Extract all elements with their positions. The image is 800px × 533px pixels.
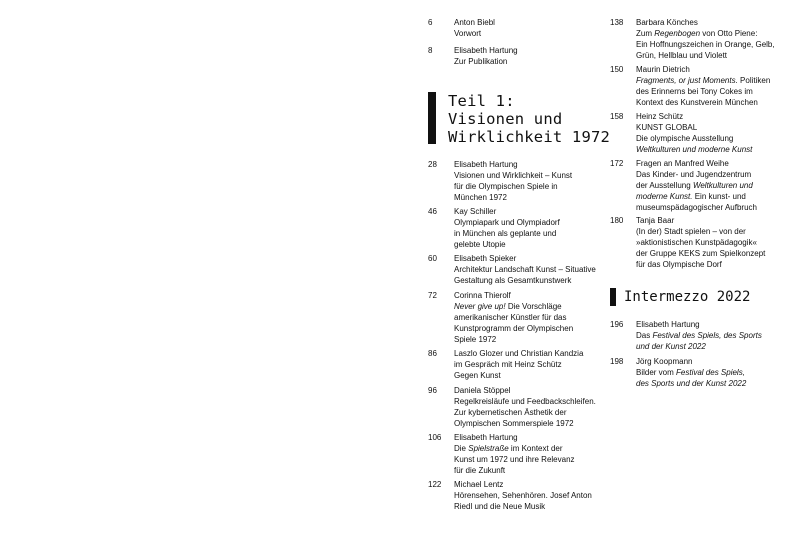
page-number: 196 — [610, 320, 624, 329]
entry-title-line: für das Olympische Dorf — [636, 260, 722, 269]
entry-author: Elisabeth Hartung — [636, 320, 700, 329]
entry-title-line: Kontext des Kunstverein München — [636, 98, 758, 107]
entry-title-line: des Sports und der Kunst 2022 — [636, 379, 747, 388]
entry-title-line: Olympischen Sommerspiele 1972 — [454, 419, 574, 428]
entry-author: Tanja Baar — [636, 216, 675, 225]
page-number: 158 — [610, 112, 624, 121]
entry-author: Jörg Koopmann — [636, 357, 693, 366]
entry-title-line: (In der) Stadt spielen – von der — [636, 227, 746, 236]
entry-title-line: für die Olympischen Spiele in — [454, 182, 558, 191]
intermezzo-heading-text: Intermezzo 2022 — [624, 289, 751, 305]
page-number: 150 — [610, 65, 624, 74]
entry-title-line: amerikanischer Künstler für das — [454, 313, 567, 322]
entry-title-line: Die olympische Ausstellung — [636, 134, 734, 143]
entry-author: Kay Schiller — [454, 207, 497, 216]
heading-bar — [610, 288, 616, 306]
entry-title-line: Gegen Kunst — [454, 371, 501, 380]
entry-title-line: Spiele 1972 — [454, 335, 497, 344]
entry-author: Heinz Schütz — [636, 112, 684, 121]
entry-title-line: Ein Hoffnungszeichen in Orange, Gelb, — [636, 40, 775, 49]
entry-title-line: Gestaltung als Gesamtkunstwerk — [454, 276, 572, 285]
entry-author: Maurin Dietrich — [636, 65, 690, 74]
entry-title-line: Das Kinder- und Jugendzentrum — [636, 170, 752, 179]
entry-title-line: Das Festival des Spiels, des Sports — [636, 331, 762, 340]
entry-title-line: Die Spielstraße im Kontext der — [454, 444, 563, 453]
entry-title-line: Never give up! Die Vorschläge — [454, 302, 562, 311]
heading-bar — [428, 92, 436, 144]
entry-author: Barbara Könches — [636, 18, 698, 27]
page-number: 96 — [428, 386, 437, 395]
entry-title-line: »aktionistischen Kunstpädagogik« — [636, 238, 757, 247]
page-number: 86 — [428, 349, 437, 358]
entry-author: Corinna Thierolf — [454, 291, 511, 300]
entry-title-line: Zur kybernetischen Ästhetik der — [454, 408, 567, 417]
page-number: 28 — [428, 160, 437, 169]
entry-author: Fragen an Manfred Weihe — [636, 159, 729, 168]
entry-title-line: des Erinnerns bei Tony Cokes im — [636, 87, 753, 96]
entry-author: Elisabeth Hartung — [454, 160, 518, 169]
entry-title-line: Bilder vom Festival des Spiels, — [636, 368, 745, 377]
part-1-heading — [428, 92, 618, 144]
entry-title-line: KUNST GLOBAL — [636, 123, 698, 132]
entry-title-line: der Gruppe KEKS zum Spielkonzept — [636, 249, 766, 258]
entry-title-line: gelebte Utopie — [454, 240, 506, 249]
entry-author: Elisabeth Spieker — [454, 254, 517, 263]
entry-title-line: Architektur Landschaft Kunst – Situative — [454, 265, 596, 274]
entry-title-line: in München als geplante und — [454, 229, 557, 238]
entry-title-line: museumspädagogischer Aufbruch — [636, 203, 757, 212]
entry-title-line: Kunst um 1972 und ihre Relevanz — [454, 455, 575, 464]
heading-line: Wirklichkeit 1972 — [448, 128, 611, 146]
entry-title-line: moderne Kunst. Ein kunst- und — [636, 192, 746, 201]
page-number: 46 — [428, 207, 437, 216]
entry-title-line: München 1972 — [454, 193, 507, 202]
entry-title-line: Zum Regenbogen von Otto Piene: — [636, 29, 758, 38]
entry-title-line: für die Zukunft — [454, 466, 506, 475]
entry-title-line: Riedl und die Neue Musik — [454, 502, 546, 511]
entry-author: Elisabeth Hartung — [454, 46, 518, 55]
entry-author: Anton Biebl — [454, 18, 495, 27]
entry-title-line: Grün, Hellblau und Violett — [636, 51, 728, 60]
entry-title-line: im Gespräch mit Heinz Schütz — [454, 360, 562, 369]
entry-title-line: Regelkreisläufe und Feedbackschleifen. — [454, 397, 596, 406]
page-number: 60 — [428, 254, 437, 263]
entry-title-line: Zur Publikation — [454, 57, 508, 66]
entry-author: Michael Lentz — [454, 480, 504, 489]
entry-title-line: Kunstprogramm der Olympischen — [454, 324, 574, 333]
page-number: 138 — [610, 18, 624, 27]
entry-title-line: und der Kunst 2022 — [636, 342, 706, 351]
page-number: 122 — [428, 480, 442, 489]
heading-line: Visionen und — [448, 110, 563, 128]
intermezzo-heading — [610, 288, 800, 306]
entry-title-line: Fragments, or just Moments. Politiken — [636, 76, 771, 85]
page-number: 8 — [428, 46, 433, 55]
page-number: 72 — [428, 291, 437, 300]
page-number: 198 — [610, 357, 624, 366]
page-number: 6 — [428, 18, 433, 27]
entry-title-line: Vorwort — [454, 29, 482, 38]
heading-line: Teil 1: — [448, 92, 515, 110]
entry-author: Laszlo Glozer und Christian Kandzia — [454, 349, 584, 358]
page-number: 172 — [610, 159, 624, 168]
page-number: 106 — [428, 433, 442, 442]
part-1-heading-text — [448, 92, 610, 146]
entry-title-line: der Ausstellung Weltkulturen und — [636, 181, 753, 190]
page-number: 180 — [610, 216, 624, 225]
entry-title-line: Visionen und Wirklichkeit – Kunst — [454, 171, 573, 180]
entry-author: Daniela Stöppel — [454, 386, 511, 395]
entry-title-line: Hörensehen, Sehenhören. Josef Anton — [454, 491, 592, 500]
entry-title-line: Olympiapark und Olympiadorf — [454, 218, 560, 227]
entry-author: Elisabeth Hartung — [454, 433, 518, 442]
entry-title-line: Weltkulturen und moderne Kunst — [636, 145, 753, 154]
